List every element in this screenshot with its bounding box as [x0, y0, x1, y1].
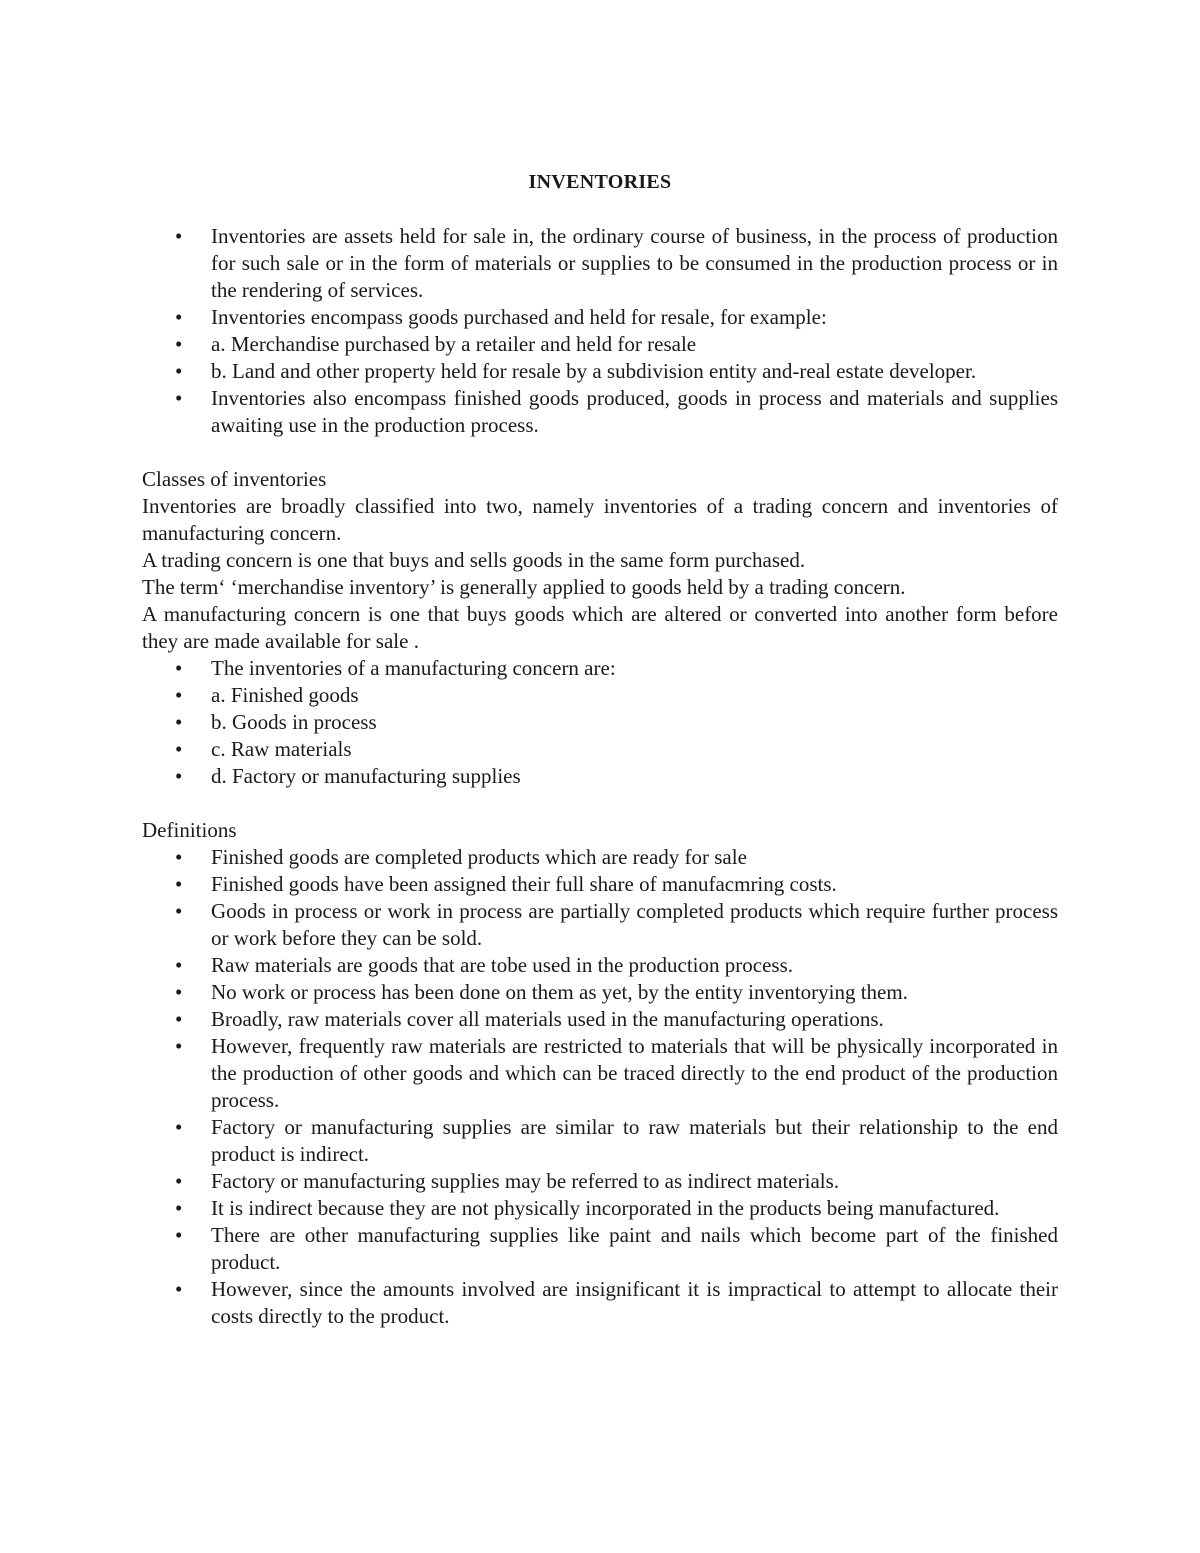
- list-item: • Finished goods have been assigned their full share of manufacmring costs.: [175, 872, 837, 896]
- list-item: • c. Raw materials: [175, 737, 352, 761]
- bullet-icon: •: [175, 872, 183, 896]
- section-heading-classes: Classes of inventories: [142, 467, 327, 491]
- paragraph: The term‘ ‘merchandise inventory’ is generally applied to goods held by a trading concern.: [142, 575, 906, 599]
- document-page: [142, 169, 1058, 1330]
- section-heading-definitions: Definitions: [142, 818, 237, 842]
- spacer: [142, 790, 1058, 817]
- list-item: • It is indirect because they are not physically incorporated in the products being manufactured.: [175, 1196, 1000, 1220]
- classes-bullet-list: [142, 655, 1058, 790]
- bullet-icon: •: [175, 1196, 183, 1220]
- list-item: • a. Finished goods: [175, 683, 359, 707]
- bullet-icon: •: [175, 953, 183, 977]
- bullet-icon: •: [175, 386, 183, 410]
- list-item: • Broadly, raw materials cover all materials used in the manufacturing operations.: [175, 1007, 884, 1031]
- list-item: • Goods in process or work in process are partially completed products which require further process or work before they can be sold.: [175, 899, 1058, 950]
- list-item: • b. Goods in process: [175, 710, 377, 734]
- list-item: • Inventories also encompass finished goods produced, goods in process and materials and supplies awaiting use in the production process.: [175, 386, 1058, 437]
- bullet-icon: •: [175, 980, 183, 1004]
- bullet-icon: •: [175, 1223, 183, 1247]
- bullet-icon: •: [175, 899, 183, 923]
- bullet-icon: •: [175, 1115, 183, 1139]
- bullet-icon: •: [175, 656, 183, 680]
- paragraph: Inventories are broadly classified into two, namely inventories of a trading concern and inventories of manufacturing concern.: [142, 494, 1058, 545]
- bullet-icon: •: [175, 737, 183, 761]
- list-item: • Factory or manufacturing supplies are similar to raw materials but their relationship to the end product is indirect.: [175, 1115, 1058, 1166]
- definitions-bullet-list: [142, 844, 1058, 1330]
- bullet-icon: •: [175, 1277, 183, 1301]
- bullet-icon: •: [175, 332, 183, 356]
- bullet-icon: •: [175, 359, 183, 383]
- list-item: • However, since the amounts involved are insignificant it is impractical to attempt to allocate their costs directly to the product.: [175, 1277, 1058, 1328]
- bullet-icon: •: [175, 845, 183, 869]
- bullet-icon: •: [175, 1169, 183, 1193]
- list-item: • The inventories of a manufacturing concern are:: [175, 656, 616, 680]
- list-item: • Inventories are assets held for sale in, the ordinary course of business, in the process of production for such sale or in the form of materials or supplies to be consumed in the production process or in the rendering of services.: [175, 224, 1058, 302]
- paragraph: A trading concern is one that buys and sells goods in the same form purchased.: [142, 548, 806, 572]
- list-item: • Inventories encompass goods purchased and held for resale, for example:: [175, 305, 827, 329]
- list-item: • No work or process has been done on them as yet, by the entity inventorying them.: [175, 980, 908, 1004]
- document-title: INVENTORIES: [528, 171, 672, 193]
- bullet-icon: •: [175, 305, 183, 329]
- paragraph: A manufacturing concern is one that buys goods which are altered or converted into another form before they are made available for sale .: [142, 602, 1058, 653]
- bullet-icon: •: [175, 764, 183, 788]
- list-item: • b. Land and other property held for resale by a subdivision entity and-real estate developer.: [175, 359, 977, 383]
- bullet-icon: •: [175, 224, 183, 248]
- bullet-icon: •: [175, 683, 183, 707]
- list-item: • Factory or manufacturing supplies may be referred to as indirect materials.: [175, 1169, 840, 1193]
- list-item: • Raw materials are goods that are tobe used in the production process.: [175, 953, 793, 977]
- bullet-icon: •: [175, 1034, 183, 1058]
- bullet-icon: •: [175, 1007, 183, 1031]
- list-item: • a. Merchandise purchased by a retailer and held for resale: [175, 332, 697, 356]
- intro-bullet-list: [142, 223, 1058, 439]
- list-item: • However, frequently raw materials are restricted to materials that will be physically incorporated in the production of other goods and which can be traced directly to the end product of the production process.: [175, 1034, 1058, 1112]
- spacer: [142, 439, 1058, 466]
- bullet-icon: •: [175, 710, 183, 734]
- list-item: • There are other manufacturing supplies like paint and nails which become part of the finished product.: [175, 1223, 1058, 1274]
- list-item: • Finished goods are completed products which are ready for sale: [175, 845, 747, 869]
- list-item: • d. Factory or manufacturing supplies: [175, 764, 521, 788]
